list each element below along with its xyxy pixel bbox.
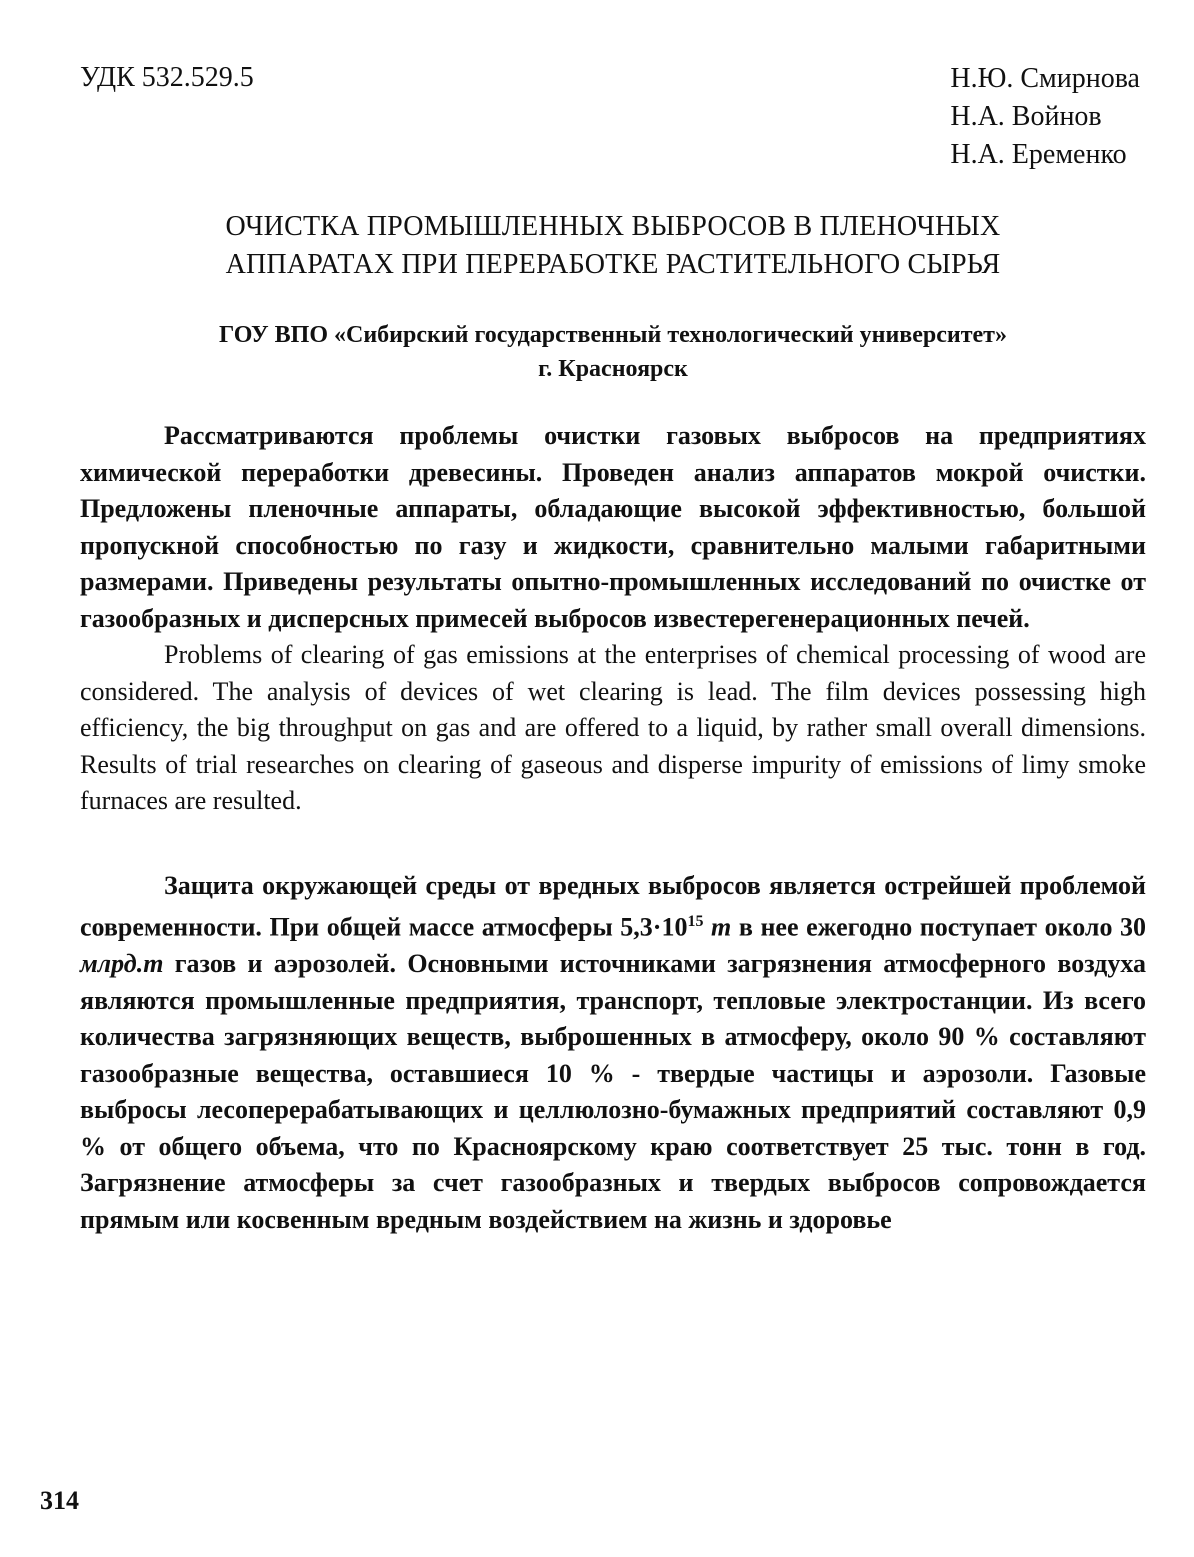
body-text-segment: газов и аэрозолей. Основными источниками загрязнения атмосферного воздуха являются промышленные предприятия, транспорт, тепловые электростанции. Из всего количества загрязняющих веществ, выброшенных в атмосферу, около 90 % составляют газообразные вещества, оставшиеся 10 % - твердые частицы и аэрозоли. Газовые выбросы лесоперерабатывающих и целлюлозно-бумажных предприятий составляют 0,9 % от общего объема, что по Красноярскому краю соответствует 25 тыс. тонн в год. Загрязнение атмосферы за счет газообразных и твердых выбросов сопровождается прямым или косвенным вредным воздействием на жизнь и здоровье [80, 949, 1146, 1234]
body-text-segment: в нее ежегодно поступает около 30 [731, 912, 1147, 942]
unit-label: млрд.т [80, 949, 164, 979]
article-title [80, 208, 1146, 284]
title-line: АППАРАТАХ ПРИ ПЕРЕРАБОТКЕ РАСТИТЕЛЬНОГО СЫРЬЯ [225, 249, 1001, 280]
udk-code: УДК 532.529.5 [80, 62, 254, 93]
author-list [950, 60, 1140, 174]
institution-city: г. Красноярск [538, 356, 688, 382]
author-name: Н.А. Войнов [950, 101, 1102, 132]
abstract [80, 418, 1146, 820]
abstract-russian: Рассматриваются проблемы очистки газовых выбросов на предприятиях химической переработки древесины. Проведен анализ аппаратов мокрой очистки. Предложены пленочные аппараты, обладающие высокой эффективностью, большой пропускной способностью по газу и жидкости, сравнительно малыми габаритными размерами. Приведены результаты опытно-промышленных исследований по очистке от газообразных и дисперсных примесей выбросов известерегенерационных печей. [80, 421, 1146, 633]
page-number: 314 [40, 1486, 79, 1515]
affiliation [80, 318, 1146, 386]
body-text-segment: Защита окружающей среды от вредных выбросов является острейшей проблемой современности. При общей массе атмосферы 5,3·10 [80, 870, 1146, 942]
body-paragraph [80, 868, 1146, 1239]
unit-label: т [711, 912, 732, 942]
article-body [80, 868, 1146, 1239]
author-name: Н.Ю. Смирнова [950, 63, 1140, 94]
author-name: Н.А. Еременко [950, 139, 1127, 170]
title-line: ОЧИСТКА ПРОМЫШЛЕННЫХ ВЫБРОСОВ В ПЛЕНОЧНЫХ [225, 211, 1001, 242]
article-header [80, 60, 1146, 174]
abstract-english: Problems of clearing of gas emissions at the enterprises of chemical processing of wood are considered. The analysis of devices of wet clearing is lead. The film devices possessing high efficiency, the big throughput on gas and are offered to a liquid, by rather small overall dimensions. Results of trial researches on clearing of gaseous and disperse impurity of emissions of limy smoke furnaces are resulted. [80, 640, 1146, 815]
institution-name: ГОУ ВПО «Сибирский государственный технологический университет» [219, 322, 1007, 348]
exponent: 15 [687, 913, 704, 930]
article-page [80, 60, 1146, 1238]
